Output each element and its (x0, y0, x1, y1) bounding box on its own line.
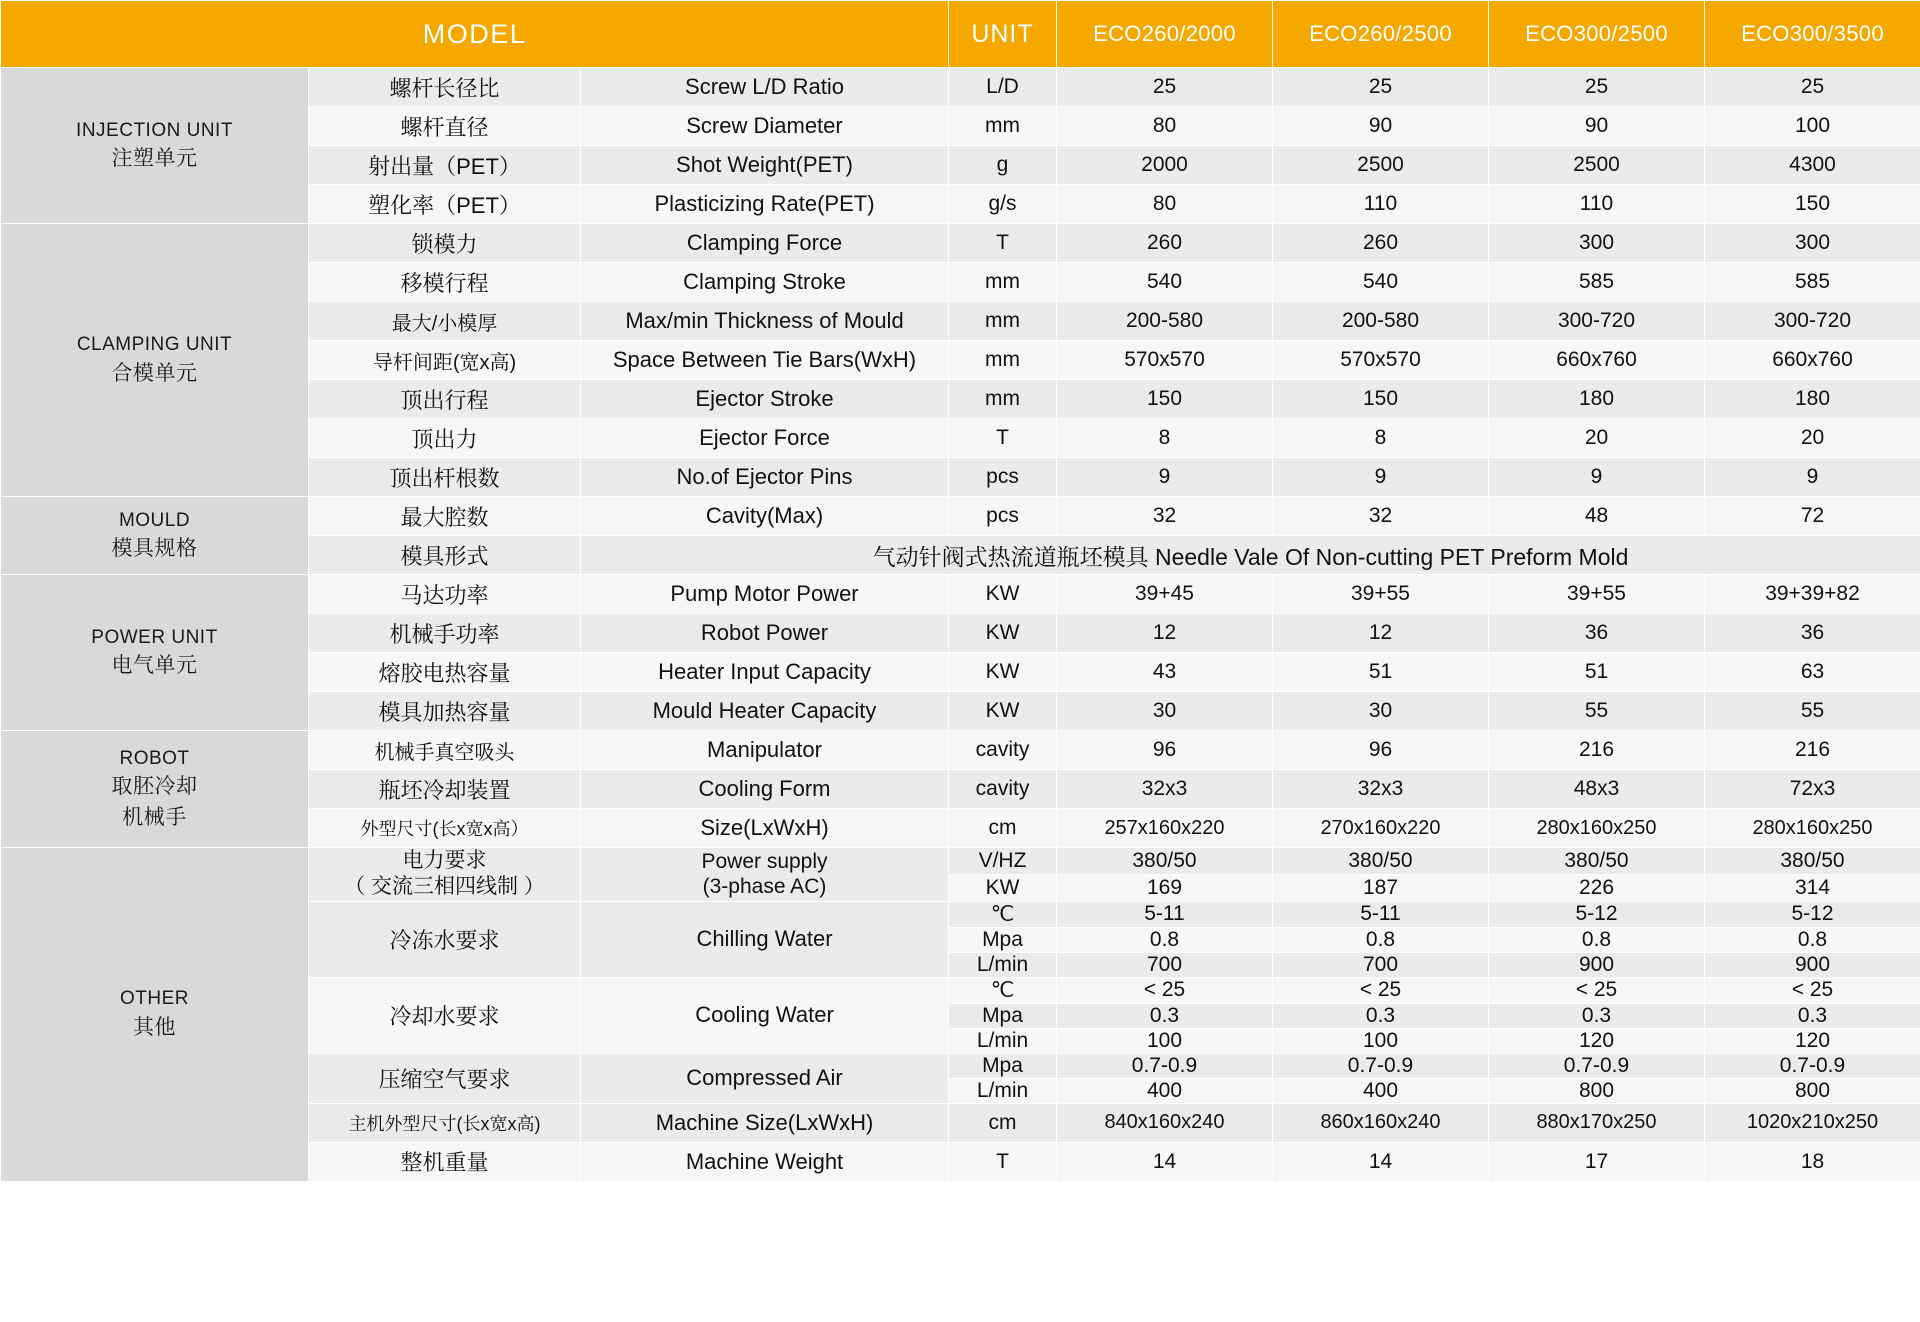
header-unit: UNIT (949, 1, 1057, 68)
row-value: 39+39+82 (1705, 575, 1920, 614)
row-value: 226 (1489, 874, 1705, 901)
row-value: 12 (1273, 614, 1489, 653)
row-unit: T (949, 224, 1057, 263)
row-value: 270x160x220 (1273, 809, 1489, 848)
group-injection-cn: 注塑单元 (111, 147, 198, 171)
row-value: 180 (1705, 380, 1920, 419)
group-other-en: OTHER (120, 988, 189, 1010)
row-unit: mm (949, 341, 1057, 380)
row-value: 0.3 (1489, 1003, 1705, 1028)
row-value: 540 (1273, 263, 1489, 302)
row-label-cn: 模具加热容量 (309, 692, 581, 731)
row-value: 180 (1489, 380, 1705, 419)
row-value: 32 (1057, 497, 1273, 536)
row-value: 0.8 (1057, 927, 1273, 952)
row-value: 0.3 (1273, 1003, 1489, 1028)
row-label-en: Manipulator (581, 731, 949, 770)
row-label-cn: 移模行程 (309, 263, 581, 302)
row-value: 314 (1705, 874, 1920, 901)
row-value: 900 (1705, 952, 1920, 977)
row-value: 257x160x220 (1057, 809, 1273, 848)
row-label-cn: 顶出行程 (309, 380, 581, 419)
row-label-cn: 螺杆长径比 (309, 68, 581, 107)
row-value: 187 (1273, 874, 1489, 901)
row-value: 9 (1705, 458, 1920, 497)
row-unit: cavity (949, 770, 1057, 809)
row-value: 400 (1057, 1078, 1273, 1103)
row-label-en: Shot Weight(PET) (581, 146, 949, 185)
group-robot-cn2: 机械手 (122, 805, 187, 829)
group-clamping (1, 224, 309, 497)
row-unit: cm (949, 1103, 1057, 1142)
row-value: 380/50 (1705, 848, 1920, 875)
row-unit: g (949, 146, 1057, 185)
row-unit: KW (949, 692, 1057, 731)
row-value: 32x3 (1057, 770, 1273, 809)
row-value: 39+55 (1273, 575, 1489, 614)
row-label-en: Clamping Force (581, 224, 949, 263)
row-value: 72 (1705, 497, 1920, 536)
row-label-en: Cavity(Max) (581, 497, 949, 536)
row-unit: cm (949, 809, 1057, 848)
row-value: 36 (1489, 614, 1705, 653)
row-value: 200-580 (1057, 302, 1273, 341)
row-label-cn: 外型尺寸(长x宽x高） (309, 809, 581, 848)
group-power-cn: 电气单元 (111, 654, 198, 678)
group-robot-cn: 取胚冷却 (111, 775, 198, 799)
group-robot (1, 731, 309, 848)
row-value: 1020x210x250 (1705, 1103, 1920, 1142)
row-label-cn: 机械手功率 (309, 614, 581, 653)
row-value: 5-12 (1705, 901, 1920, 927)
row-value: 0.7-0.9 (1273, 1053, 1489, 1078)
row-value: 5-11 (1273, 901, 1489, 927)
table-row (1, 497, 1920, 536)
row-unit: pcs (949, 458, 1057, 497)
row-value: 9 (1273, 458, 1489, 497)
row-value: 0.8 (1705, 927, 1920, 952)
row-value: 55 (1489, 692, 1705, 731)
row-value: 51 (1489, 653, 1705, 692)
row-value: 80 (1057, 185, 1273, 224)
row-label-cn: 锁模力 (309, 224, 581, 263)
row-value: 25 (1057, 68, 1273, 107)
row-label-cn: 射出量（PET） (309, 146, 581, 185)
row-label-en: Space Between Tie Bars(WxH) (581, 341, 949, 380)
row-value: 200-580 (1273, 302, 1489, 341)
row-value: 20 (1489, 419, 1705, 458)
row-unit: KW (949, 653, 1057, 692)
row-value: 14 (1057, 1142, 1273, 1181)
row-unit: cavity (949, 731, 1057, 770)
row-value: 5-11 (1057, 901, 1273, 927)
row-label-cn: 顶出力 (309, 419, 581, 458)
row-value: 150 (1057, 380, 1273, 419)
row-value: 12 (1057, 614, 1273, 653)
row-label-en: Robot Power (581, 614, 949, 653)
row-value: 4300 (1705, 146, 1920, 185)
row-value: 880x170x250 (1489, 1103, 1705, 1142)
row-unit: L/min (949, 952, 1057, 977)
row-unit: ℃ (949, 977, 1057, 1003)
row-value: 300-720 (1489, 302, 1705, 341)
row-value: 380/50 (1057, 848, 1273, 875)
group-other-cn: 其他 (133, 1015, 176, 1039)
row-label-en: Ejector Force (581, 419, 949, 458)
mould-type-note: 气动针阀式热流道瓶坯模具 Needle Vale Of Non-cutting PET Preform Mold (581, 536, 1920, 575)
row-value: 36 (1705, 614, 1920, 653)
group-clamping-cn: 合模单元 (111, 361, 198, 385)
row-value: 25 (1273, 68, 1489, 107)
row-value: 260 (1273, 224, 1489, 263)
row-value: 2500 (1273, 146, 1489, 185)
row-unit: V/HZ (949, 848, 1057, 875)
row-value: 150 (1273, 380, 1489, 419)
table-row (1, 224, 1920, 263)
row-value: 300 (1489, 224, 1705, 263)
table-row (1, 575, 1920, 614)
power-supply-en-2: (3-phase AC) (702, 875, 827, 899)
row-value: 840x160x240 (1057, 1103, 1273, 1142)
row-value: 110 (1273, 185, 1489, 224)
row-value: 0.3 (1705, 1003, 1920, 1028)
row-value: 30 (1273, 692, 1489, 731)
row-value: 0.8 (1489, 927, 1705, 952)
row-label-en: Machine Size(LxWxH) (581, 1103, 949, 1142)
row-label-cn: 最大/小模厚 (309, 302, 581, 341)
group-mould (1, 497, 309, 575)
row-value: 55 (1705, 692, 1920, 731)
row-value: < 25 (1057, 977, 1273, 1003)
row-unit: Mpa (949, 1053, 1057, 1078)
row-value: < 25 (1489, 977, 1705, 1003)
row-value: 14 (1273, 1142, 1489, 1181)
row-unit: Mpa (949, 1003, 1057, 1028)
row-value: 39+45 (1057, 575, 1273, 614)
row-label-en: Heater Input Capacity (581, 653, 949, 692)
row-value: 280x160x250 (1489, 809, 1705, 848)
row-label-cn: 冷冻水要求 (309, 901, 581, 977)
row-label-cn: 熔胶电热容量 (309, 653, 581, 692)
group-injection-en: INJECTION UNIT (76, 119, 233, 141)
row-value: < 25 (1273, 977, 1489, 1003)
row-value: 20 (1705, 419, 1920, 458)
row-value: < 25 (1705, 977, 1920, 1003)
row-unit: Mpa (949, 927, 1057, 952)
header-model-3: ECO300/2500 (1489, 1, 1705, 68)
row-label-en: Screw Diameter (581, 107, 949, 146)
row-label-cn: 最大腔数 (309, 497, 581, 536)
row-value: 700 (1057, 952, 1273, 977)
row-unit: mm (949, 380, 1057, 419)
row-value: 0.3 (1057, 1003, 1273, 1028)
row-value: 80 (1057, 107, 1273, 146)
row-value: 72x3 (1705, 770, 1920, 809)
row-value: 9 (1057, 458, 1273, 497)
row-value: 100 (1273, 1028, 1489, 1053)
row-value: 43 (1057, 653, 1273, 692)
group-injection (1, 68, 309, 224)
row-unit: T (949, 419, 1057, 458)
row-value: 660x760 (1705, 341, 1920, 380)
row-value: 300-720 (1705, 302, 1920, 341)
row-value: 540 (1057, 263, 1273, 302)
row-value: 96 (1273, 731, 1489, 770)
row-unit: T (949, 1142, 1057, 1181)
row-value: 8 (1057, 419, 1273, 458)
row-label-cn: 压缩空气要求 (309, 1053, 581, 1103)
row-value: 0.8 (1273, 927, 1489, 952)
row-value: 90 (1489, 107, 1705, 146)
row-label-en: Cooling Form (581, 770, 949, 809)
row-label-cn: 瓶坯冷却装置 (309, 770, 581, 809)
row-value: 17 (1489, 1142, 1705, 1181)
table-header-row (1, 1, 1920, 68)
row-label-cn: 主机外型尺寸(长x宽x高) (309, 1103, 581, 1142)
row-label-cn: 模具形式 (309, 536, 581, 575)
row-value: 48 (1489, 497, 1705, 536)
row-unit: mm (949, 263, 1057, 302)
row-value: 169 (1057, 874, 1273, 901)
row-value: 100 (1057, 1028, 1273, 1053)
row-unit: pcs (949, 497, 1057, 536)
table-row (1, 848, 1920, 875)
row-value: 0.7-0.9 (1705, 1053, 1920, 1078)
row-unit: L/min (949, 1028, 1057, 1053)
row-value: 90 (1273, 107, 1489, 146)
row-label-cn (309, 848, 581, 902)
row-label-en: Clamping Stroke (581, 263, 949, 302)
row-value: 800 (1705, 1078, 1920, 1103)
row-label-en: Ejector Stroke (581, 380, 949, 419)
power-supply-en-1: Power supply (701, 850, 828, 874)
row-value: 860x160x240 (1273, 1103, 1489, 1142)
row-label-cn: 螺杆直径 (309, 107, 581, 146)
row-value: 280x160x250 (1705, 809, 1920, 848)
row-label-en: Max/min Thickness of Mould (581, 302, 949, 341)
row-label-en: No.of Ejector Pins (581, 458, 949, 497)
row-unit: mm (949, 107, 1057, 146)
row-value: 120 (1489, 1028, 1705, 1053)
row-value: 8 (1273, 419, 1489, 458)
row-label-en: Screw L/D Ratio (581, 68, 949, 107)
header-model-2: ECO260/2500 (1273, 1, 1489, 68)
row-label-en: Cooling Water (581, 977, 949, 1053)
row-value: 700 (1273, 952, 1489, 977)
table-row (1, 731, 1920, 770)
row-value: 96 (1057, 731, 1273, 770)
row-value: 570x570 (1273, 341, 1489, 380)
row-value: 100 (1705, 107, 1920, 146)
row-value: 51 (1273, 653, 1489, 692)
row-value: 110 (1489, 185, 1705, 224)
row-value: 400 (1273, 1078, 1489, 1103)
group-robot-en: ROBOT (119, 747, 190, 769)
row-label-en: Pump Motor Power (581, 575, 949, 614)
row-value: 380/50 (1273, 848, 1489, 875)
power-supply-cn-1: 电力要求 (402, 849, 487, 872)
row-value: 63 (1705, 653, 1920, 692)
row-value: 30 (1057, 692, 1273, 731)
row-value: 216 (1705, 731, 1920, 770)
row-value: 260 (1057, 224, 1273, 263)
row-label-en: Compressed Air (581, 1053, 949, 1103)
row-label-cn: 导杆间距(宽x高) (309, 341, 581, 380)
row-label-en: Size(LxWxH) (581, 809, 949, 848)
header-model: MODEL (1, 1, 949, 68)
group-other (1, 848, 309, 1182)
row-value: 216 (1489, 731, 1705, 770)
row-value: 32x3 (1273, 770, 1489, 809)
row-value: 570x570 (1057, 341, 1273, 380)
row-value: 585 (1705, 263, 1920, 302)
row-label-en: Plasticizing Rate(PET) (581, 185, 949, 224)
group-mould-cn: 模具规格 (111, 537, 198, 561)
row-label-cn: 机械手真空吸头 (309, 731, 581, 770)
row-unit: KW (949, 614, 1057, 653)
row-value: 2500 (1489, 146, 1705, 185)
row-unit: KW (949, 874, 1057, 901)
row-value: 5-12 (1489, 901, 1705, 927)
row-value: 9 (1489, 458, 1705, 497)
row-unit: mm (949, 302, 1057, 341)
row-unit: L/D (949, 68, 1057, 107)
group-power (1, 575, 309, 731)
row-value: 32 (1273, 497, 1489, 536)
row-unit: KW (949, 575, 1057, 614)
header-model-4: ECO300/3500 (1705, 1, 1920, 68)
group-clamping-en: CLAMPING UNIT (76, 334, 233, 355)
row-value: 48x3 (1489, 770, 1705, 809)
row-value: 585 (1489, 263, 1705, 302)
row-label-en (581, 848, 949, 902)
row-value: 39+55 (1489, 575, 1705, 614)
row-value: 0.7-0.9 (1057, 1053, 1273, 1078)
row-value: 25 (1489, 68, 1705, 107)
row-value: 150 (1705, 185, 1920, 224)
row-label-en: Chilling Water (581, 901, 949, 977)
row-value: 120 (1705, 1028, 1920, 1053)
row-unit: ℃ (949, 901, 1057, 927)
row-label-cn: 冷却水要求 (309, 977, 581, 1053)
row-unit: g/s (949, 185, 1057, 224)
row-value: 800 (1489, 1078, 1705, 1103)
row-label-cn: 塑化率（PET） (309, 185, 581, 224)
group-mould-en: MOULD (118, 509, 191, 531)
row-value: 660x760 (1489, 341, 1705, 380)
row-value: 2000 (1057, 146, 1273, 185)
row-value: 300 (1705, 224, 1920, 263)
row-label-cn: 整机重量 (309, 1142, 581, 1181)
row-label-en: Machine Weight (581, 1142, 949, 1181)
row-value: 25 (1705, 68, 1920, 107)
row-unit: L/min (949, 1078, 1057, 1103)
group-power-en: POWER UNIT (91, 626, 218, 648)
row-label-en: Mould Heater Capacity (581, 692, 949, 731)
row-label-cn: 马达功率 (309, 575, 581, 614)
table-row (1, 68, 1920, 107)
row-value: 18 (1705, 1142, 1920, 1181)
row-value: 900 (1489, 952, 1705, 977)
header-model-1: ECO260/2000 (1057, 1, 1273, 68)
power-supply-cn-2: （ 交流三相四线制 ） (344, 875, 545, 899)
row-value: 380/50 (1489, 848, 1705, 875)
row-label-cn: 顶出杆根数 (309, 458, 581, 497)
row-value: 0.7-0.9 (1489, 1053, 1705, 1078)
